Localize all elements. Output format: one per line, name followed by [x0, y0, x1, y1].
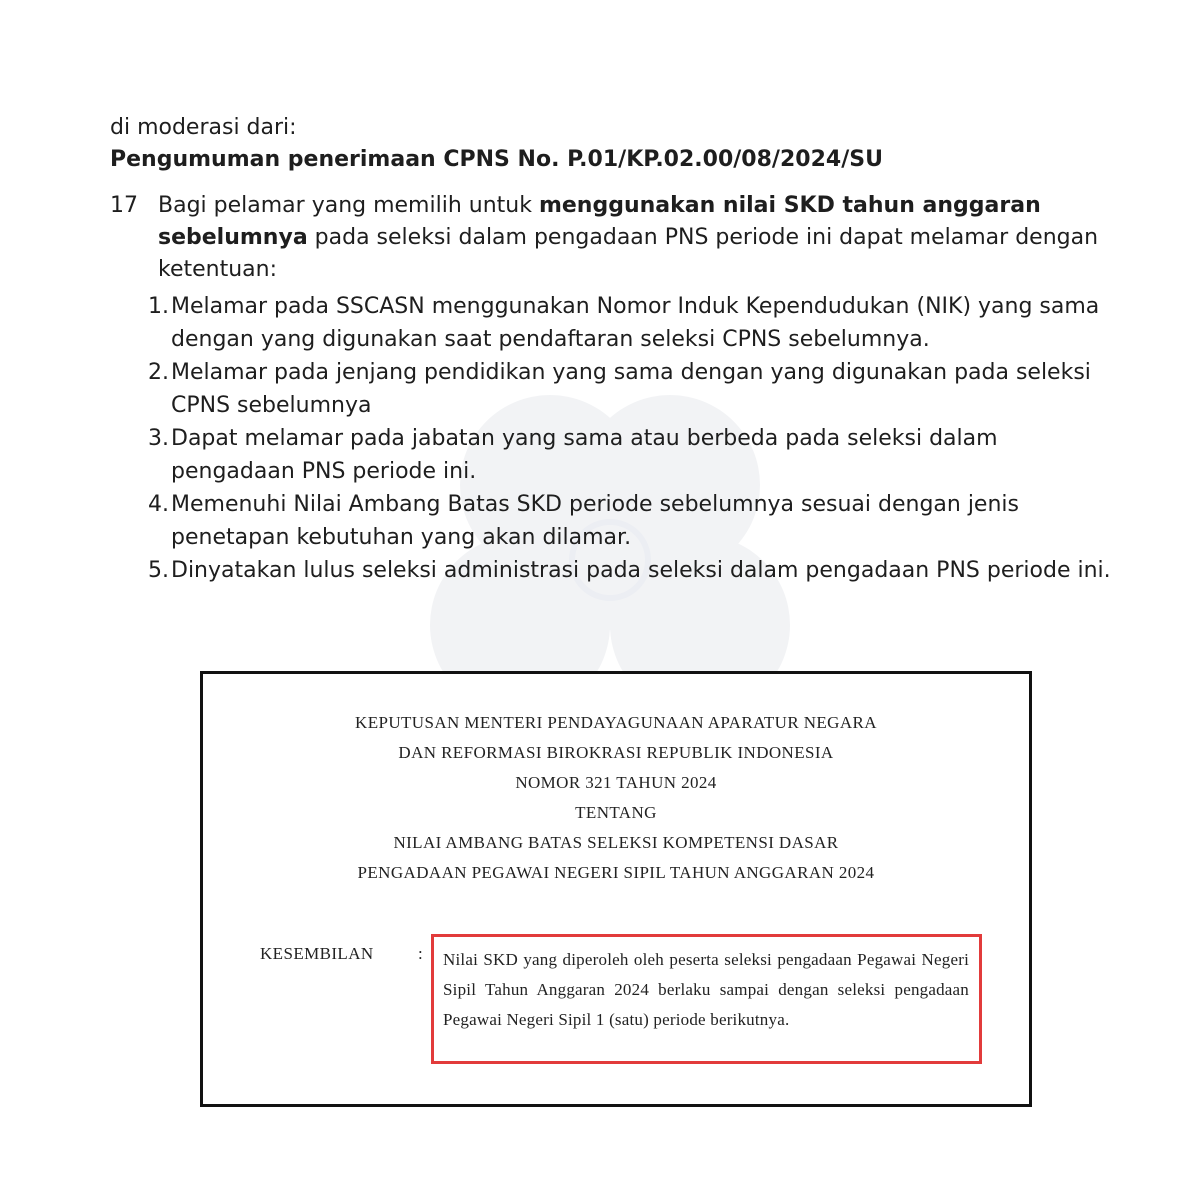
condition-text: Dinyatakan lulus seleksi administrasi pada seleksi dalam pengadaan PNS periode ini.	[171, 558, 1111, 583]
condition-number: 2.	[148, 360, 169, 385]
decree-heading-line: NILAI AMBANG BATAS SELEKSI KOMPETENSI DASAR	[393, 833, 839, 852]
decree-heading-line: PENGADAAN PEGAWAI NEGERI SIPIL TAHUN ANGGARAN 2024	[357, 863, 875, 882]
clause-text: Nilai SKD yang diperoleh oleh peserta seleksi pengadaan Pegawai Negeri Sipil Tahun Anggaran 2024 berlaku sampai dengan seleksi pengadaan Pegawai Negeri Sipil 1 (satu) periode berikutnya.	[443, 950, 969, 1029]
decree-heading-line: TENTANG	[575, 803, 657, 822]
item-text-after: pada seleksi dalam pengadaan PNS periode ini dapat melamar dengan ketentuan:	[158, 225, 1099, 282]
item-text-bold: menggunakan nilai SKD tahun anggaran sebelumnya	[158, 193, 1041, 250]
item-text-before: Bagi pelamar yang memilih untuk	[158, 193, 539, 218]
condition-text: Melamar pada SSCASN menggunakan Nomor Induk Kependudukan (NIK) yang sama dengan yang digunakan saat pendaftaran seleksi CPNS sebelumnya.	[171, 294, 1100, 352]
condition-item	[129, 290, 1120, 356]
highlighted-clause	[431, 934, 982, 1064]
condition-number: 4.	[148, 492, 169, 517]
condition-number: 3.	[148, 426, 169, 451]
condition-number: 5.	[148, 558, 169, 583]
clause-label: KESEMBILAN	[260, 944, 374, 963]
item-number: 17	[110, 193, 138, 218]
condition-text: Dapat melamar pada jabatan yang sama atau berbeda pada seleksi dalam pengadaan PNS periode ini.	[171, 426, 998, 484]
source-title: Pengumuman penerimaan CPNS No. P.01/KP.02.00/08/2024/SU	[110, 147, 883, 172]
conditions-list	[110, 290, 1120, 587]
decree-heading-line: DAN REFORMASI BIROKRASI REPUBLIK INDONESIA	[398, 743, 834, 762]
clause-colon: :	[418, 944, 423, 963]
condition-text: Melamar pada jenjang pendidikan yang sama dengan yang digunakan pada seleksi CPNS sebelumnya	[171, 360, 1091, 418]
item-17	[110, 190, 1120, 286]
condition-text: Memenuhi Nilai Ambang Batas SKD periode sebelumnya sesuai dengan jenis penetapan kebutuhan yang akan dilamar.	[171, 492, 1019, 550]
condition-item	[129, 356, 1120, 422]
decree-excerpt	[200, 671, 1032, 1107]
announcement-content	[110, 112, 1120, 587]
decree-heading	[203, 708, 1029, 888]
decree-heading-line: NOMOR 321 TAHUN 2024	[515, 773, 717, 792]
condition-number: 1.	[148, 294, 169, 319]
condition-item	[129, 554, 1120, 587]
condition-item	[129, 488, 1120, 554]
condition-item	[129, 422, 1120, 488]
source-label: di moderasi dari:	[110, 115, 297, 140]
decree-heading-line: KEPUTUSAN MENTERI PENDAYAGUNAAN APARATUR NEGARA	[355, 713, 877, 732]
